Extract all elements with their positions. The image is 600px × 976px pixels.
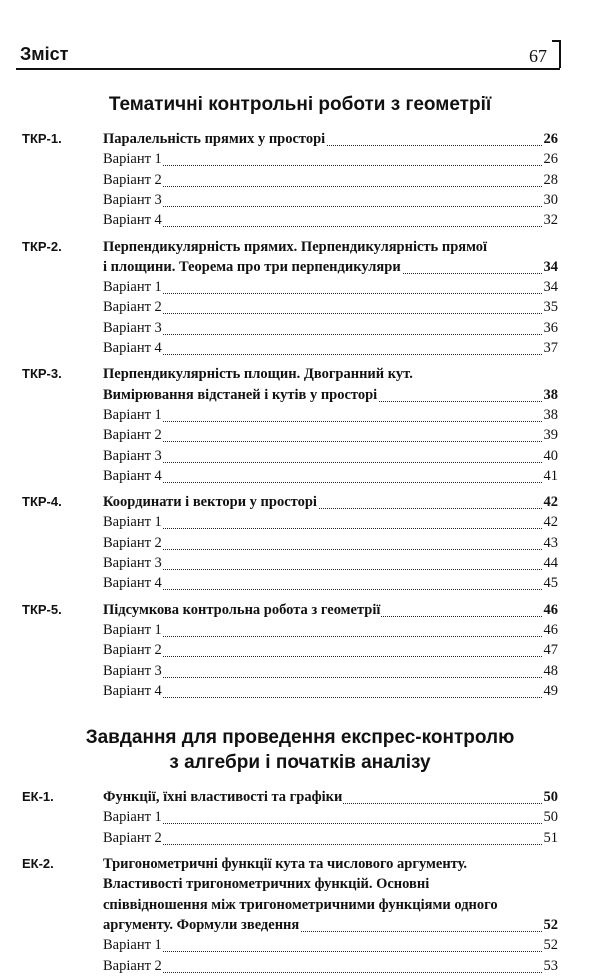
toc-topic-entry[interactable] [103,915,558,935]
entry-label: Варіант 3 [103,555,162,571]
dot-leader [103,354,558,355]
entry-label: Варіант 1 [103,151,162,168]
entry-label: Варіант 2 [103,427,162,444]
toc-variant-entry[interactable] [103,297,558,317]
toc-variant-entry[interactable] [103,170,558,190]
dot-leader [103,482,558,483]
dot-leader [103,951,558,952]
dot-leader [103,334,558,335]
toc-variant-entry[interactable] [103,681,558,701]
entry-code: ЕК-1. [22,789,54,805]
dot-leader [103,569,558,570]
toc-variant-entry[interactable] [103,466,558,486]
entry-page-number: 52 [543,937,558,954]
dot-leader [103,972,558,973]
toc-variant-entry[interactable] [103,620,558,640]
dot-leader [103,226,558,227]
entry-page-number: 53 [543,957,558,974]
dot-leader [103,549,558,550]
toc-variant-entry[interactable] [103,573,558,593]
entry-label: Варіант 1 [103,809,162,826]
entry-label: Варіант 1 [103,514,162,531]
entry-label: Варіант 1 [103,406,162,423]
entry-page-number: 41 [543,467,558,484]
entry-label: Варіант 3 [103,447,162,464]
dot-leader [103,441,558,442]
entry-page-number: 36 [543,319,558,336]
entry-label: Варіант 1 [103,621,162,638]
topic-title-line: Перпендикулярність площин. Двогранний кут. [103,366,413,383]
entry-page-number: 42 [543,494,558,511]
page-number: 67 [529,46,547,66]
toc-topic-entry[interactable] [103,385,558,405]
entry-label: Варіант 2 [103,299,162,316]
entry-page-number: 34 [543,279,558,296]
dot-leader [103,186,558,187]
toc-variant-entry[interactable] [103,553,558,573]
entry-label: Варіант 2 [103,829,162,846]
entry-page-number: 50 [543,809,558,826]
toc-topic-entry[interactable] [103,787,558,807]
toc-variant-entry[interactable] [103,640,558,660]
entry-page-number: 42 [543,514,558,531]
toc-variant-entry[interactable] [103,661,558,681]
entry-code: ТКР-3. [22,366,62,382]
entry-page-number: 28 [543,171,558,188]
section-title: з алгебри і початків аналізу [169,752,431,774]
entry-label: Варіант 2 [103,957,162,974]
toc-variant-entry[interactable] [103,425,558,445]
entry-label: Функції, їхні властивості та графіки [103,789,343,806]
entry-label: Варіант 2 [103,171,162,188]
toc-variant-entry[interactable] [103,190,558,210]
dot-leader [103,697,558,698]
toc-variant-entry[interactable] [103,277,558,297]
entry-code: ТКР-4. [22,494,62,510]
entry-page-number: 38 [543,406,558,423]
entry-page-number: 40 [543,447,558,464]
dot-leader [103,589,558,590]
dot-leader [103,293,558,294]
toc-variant-entry[interactable] [103,512,558,532]
entry-page-number: 43 [543,534,558,551]
toc-variant-entry[interactable] [103,405,558,425]
dot-leader [103,677,558,678]
toc-variant-entry[interactable] [103,956,558,976]
header-title: Зміст [20,44,69,64]
toc-variant-entry[interactable] [103,318,558,338]
entry-label: Координати і вектори у просторі [103,494,317,511]
entry-label: Підсумкова контрольна робота з геометрії [103,601,381,618]
dot-leader [103,656,558,657]
entry-label: Варіант 4 [103,467,162,484]
entry-page-number: 32 [543,212,558,229]
entry-code: ТКР-5. [22,601,62,617]
dot-leader [103,313,558,314]
entry-page-number: 45 [543,575,558,592]
toc-variant-entry[interactable] [103,533,558,553]
dot-leader [103,421,558,422]
entry-label: Варіант 3 [103,191,162,208]
entry-page-number: 38 [543,386,558,403]
entry-code: ТКР-2. [22,238,62,254]
toc-variant-entry[interactable] [103,149,558,169]
entry-page-number: 35 [543,299,558,316]
toc-variant-entry[interactable] [103,210,558,230]
entry-page-number: 26 [543,131,558,147]
page-number-bracket [552,40,561,68]
entry-page-number: 30 [543,191,558,208]
entry-page-number: 47 [543,642,558,659]
toc-topic-entry[interactable] [103,492,558,512]
toc-variant-entry[interactable] [103,828,558,848]
topic-title-line: Тригонометричні функції кута та числового аргументу. [103,856,468,872]
topic-title-line: співвідношення між тригонометричними функціями одного [103,896,498,913]
entry-page-number: 51 [543,829,558,846]
entry-label: Варіант 3 [103,662,162,679]
entry-label: Варіант 4 [103,682,162,699]
entry-page-number: 48 [543,662,558,679]
entry-page-number: 52 [543,916,558,933]
header-rule [16,68,560,70]
topic-title-line: Перпендикулярність прямих. Перпендикулярність прямої [103,238,488,255]
entry-label: Варіант 4 [103,575,162,592]
entry-label: Варіант 1 [103,279,162,296]
dot-leader [103,165,558,166]
dot-leader [103,636,558,637]
dot-leader [103,462,558,463]
toc-variant-entry[interactable] [103,935,558,955]
dot-leader [103,823,558,824]
entry-page-number: 46 [543,601,558,618]
entry-page-number: 46 [543,621,558,638]
entry-page-number: 26 [543,151,558,168]
toc-variant-entry[interactable] [103,338,558,358]
entry-label: Варіант 3 [103,319,162,336]
dot-leader [103,528,558,529]
dot-leader [103,844,558,845]
toc-variant-entry[interactable] [103,446,558,466]
entry-page-number: 50 [543,789,558,806]
entry-label: Варіант 2 [103,534,162,551]
toc-variant-entry[interactable] [103,807,558,827]
entry-code: ЕК-2. [22,856,54,871]
entry-label: аргументу. Формули зведення [103,916,300,933]
entry-label: і площини. Теорема про три перпендикуляри [103,258,401,275]
entry-label: Варіант 4 [103,212,162,229]
entry-label: Вимірювання відстаней і кутів у просторі [103,386,378,403]
entry-label: Паралельність прямих у просторі [103,131,326,147]
entry-page-number: 34 [543,258,558,275]
dot-leader [103,206,558,207]
entry-page-number: 37 [543,340,558,356]
entry-page-number: 49 [543,682,558,699]
toc-topic-entry[interactable] [103,600,558,620]
entry-label: Варіант 2 [103,642,162,659]
entry-page-number: 44 [543,555,558,571]
toc-topic-entry[interactable] [103,257,558,277]
entry-page-number: 39 [543,427,558,444]
topic-title-line: Властивості тригонометричних функцій. Основні [103,876,430,893]
section-title: Завдання для проведення експрес-контролю [85,727,515,749]
entry-code: ТКР-1. [22,131,62,146]
section-title: Тематичні контрольні роботи з геометрії [108,94,492,115]
toc-topic-entry[interactable] [103,129,558,149]
entry-label: Варіант 1 [103,937,162,954]
entry-label: Варіант 4 [103,340,162,356]
